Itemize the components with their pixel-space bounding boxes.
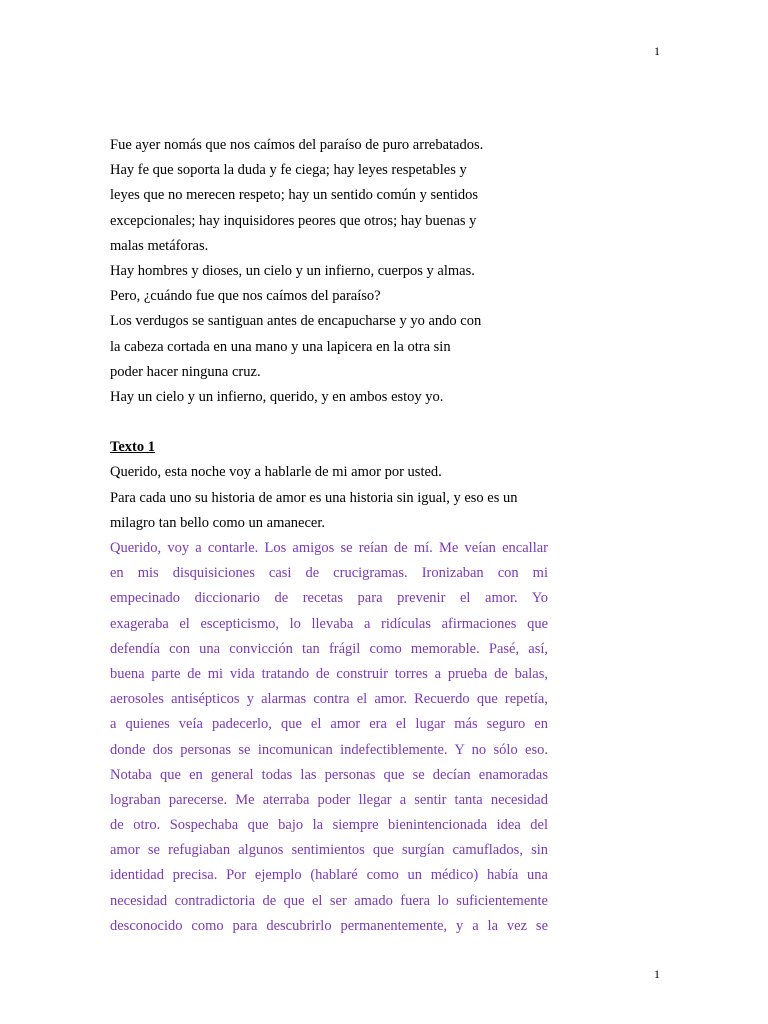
body-line: desconocido como para descubrirlo permanentemente, y a la vez se [110,917,548,934]
body-line: defendía con una convicción tan frágil como memorable. Pasé, así, [110,640,548,657]
poem-line: poder hacer ninguna cruz. [110,363,261,380]
poem-line: excepcionales; hay inquisidores peores que otros; hay buenas y [110,212,477,229]
intro-line: Para cada uno su historia de amor es una historia sin igual, y eso es un [110,489,518,506]
page-number-top: 1 [654,44,660,58]
body-line: Notaba que en general todas las personas que se decían enamoradas [110,766,548,783]
body-line: lograban parecerse. Me aterraba poder llegar a sentir tanta necesidad [110,791,548,808]
section-body [110,536,548,939]
intro-line: milagro tan bello como un amanecer. [110,514,326,531]
body-line: necesidad contradictoria de que el ser amado fuera lo suficientemente [110,892,548,909]
section-intro [110,460,548,536]
poem-line: Hay hombres y dioses, un cielo y un infierno, cuerpos y almas. [110,262,475,279]
paragraph-spacer [110,410,548,435]
poem-line: malas metáforas. [110,237,209,254]
body-line: empecinado diccionario de recetas para prevenir el amor. Yo [110,590,548,607]
section-heading: Texto 1 [110,439,155,456]
body-line: a quienes veía padecerlo, que el amor era el lugar más seguro en [110,716,548,733]
document-body [110,133,548,939]
poem-line: leyes que no merecen respeto; hay un sentido común y sentidos [110,187,479,204]
body-line: identidad precisa. Por ejemplo (hablaré como un médico) había una [110,867,548,884]
intro-line: Querido, esta noche voy a hablarle de mi amor por usted. [110,464,442,481]
body-line: exageraba el escepticismo, lo llevaba a ridículas afirmaciones que [110,615,548,632]
poem-line: Fue ayer nomás que nos caímos del paraíso de puro arrebatados. [110,137,484,153]
page-number-bottom: 1 [654,967,660,981]
poem-line: Pero, ¿cuándo fue que nos caímos del paraíso? [110,288,381,305]
body-line: donde dos personas se incomunican indefectiblemente. Y no sólo eso. [110,741,548,758]
poem-line: Los verdugos se santiguan antes de encapucharse y yo ando con [110,313,482,330]
poem [110,133,548,410]
poem-line: Hay fe que soporta la duda y fe ciega; hay leyes respetables y [110,162,467,179]
body-line: amor se refugiaban algunos sentimientos que surgían camuflados, sin [110,842,548,859]
poem-line: Hay un cielo y un infierno, querido, y en ambos estoy yo. [110,388,444,405]
body-line: buena parte de mi vida tratando de construir torres a prueba de balas, [110,665,548,682]
body-line: aerosoles antisépticos y alarmas contra el amor. Recuerdo que repetía, [110,691,548,708]
body-line: Querido, voy a contarle. Los amigos se reían de mí. Me veían encallar [110,540,548,556]
body-line: de otro. Sospechaba que bajo la siempre bienintencionada idea del [110,817,548,834]
body-line: en mis disquisiciones casi de crucigramas. Ironizaban con mi [110,565,548,582]
poem-line: la cabeza cortada en una mano y una lapicera en la otra sin [110,338,451,355]
